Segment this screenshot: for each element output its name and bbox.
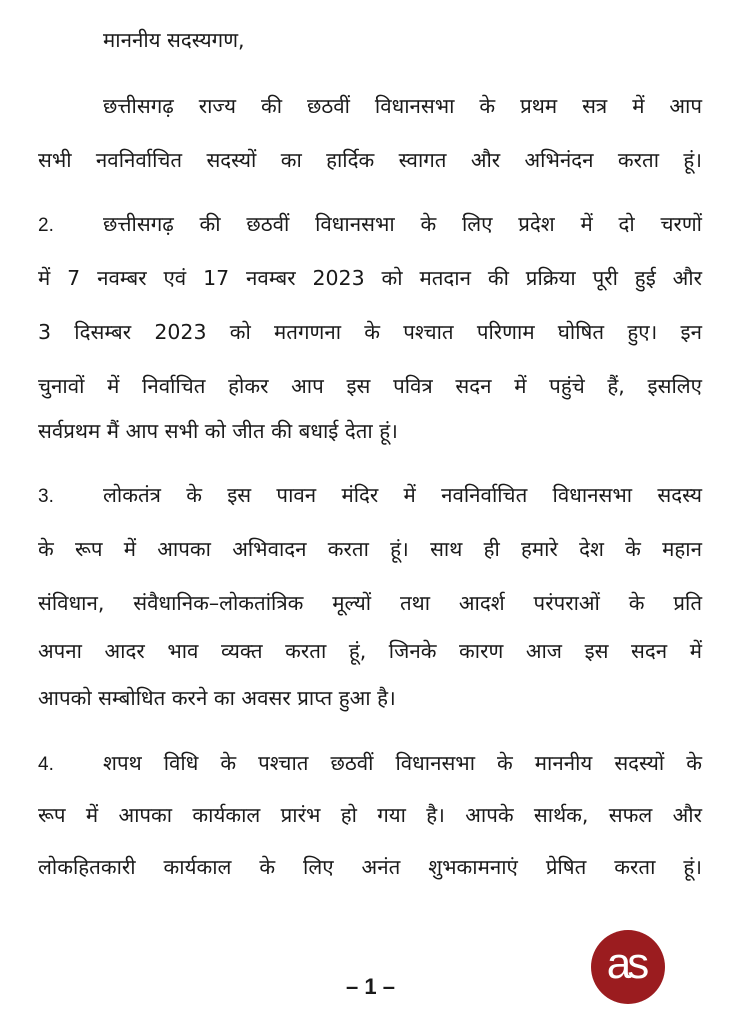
watermark-logo-icon <box>591 930 665 1004</box>
page-number: – 1 – <box>346 974 395 999</box>
paragraph-2-line-5: सर्वप्रथम मैं आप सभी को जीत की बधाई देता हूं। <box>38 419 398 443</box>
paragraph-2-line-3: 3 दिसम्बर 2023 को मतगणना के पश्चात परिणाम घोषित हुए। इन <box>38 320 702 344</box>
paragraph-2-line-1: छत्तीसगढ़ की छठवीं विधानसभा के लिए प्रदेश में दो चरणों <box>103 212 702 236</box>
paragraph-4-line-3: लोकहितकारी कार्यकाल के लिए अनंत शुभकामनाएं प्रेषित करता हूं। <box>38 855 702 879</box>
paragraph-3-line-5: आपको सम्बोधित करने का अवसर प्राप्त हुआ है। <box>38 686 396 710</box>
paragraph-4-line-2: रूप में आपका कार्यकाल प्रारंभ हो गया है। आपके सार्थक, सफल और <box>38 803 702 827</box>
paragraph-2-number: 2. <box>38 215 54 236</box>
paragraph-3-line-4: अपना आदर भाव व्यक्त करता हूं, जिनके कारण आज इस सदन में <box>38 639 702 663</box>
paragraph-3-line-2: के रूप में आपका अभिवादन करता हूं। साथ ही हमारे देश के महान <box>38 537 702 561</box>
paragraph-4-line-1: शपथ विधि के पश्चात छठवीं विधानसभा के माननीय सदस्यों के <box>103 751 702 775</box>
paragraph-3-number: 3. <box>38 486 54 507</box>
paragraph-4-number: 4. <box>38 754 54 775</box>
paragraph-3-line-1: लोकतंत्र के इस पावन मंदिर में नवनिर्वाचित विधानसभा सदस्य <box>103 483 702 507</box>
salutation: माननीय सदस्यगण, <box>103 28 245 52</box>
paragraph-1-line-2: सभी नवनिर्वाचित सदस्यों का हार्दिक स्वागत और अभिनंदन करता हूं। <box>38 148 702 172</box>
watermark-logo-text: as <box>606 939 646 988</box>
paragraph-2-line-2: में 7 नवम्बर एवं 17 नवम्बर 2023 को मतदान की प्रक्रिया पूरी हुई और <box>38 266 702 290</box>
paragraph-3-line-3: संविधान, संवैधानिक–लोकतांत्रिक मूल्यों तथा आदर्श परंपराओं के प्रति <box>38 591 702 615</box>
paragraph-1-line-1: छत्तीसगढ़ राज्य की छठवीं विधानसभा के प्रथम सत्र में आप <box>103 94 702 118</box>
paragraph-2-line-4: चुनावों में निर्वाचित होकर आप इस पवित्र सदन में पहुंचे हैं, इसलिए <box>38 374 702 398</box>
